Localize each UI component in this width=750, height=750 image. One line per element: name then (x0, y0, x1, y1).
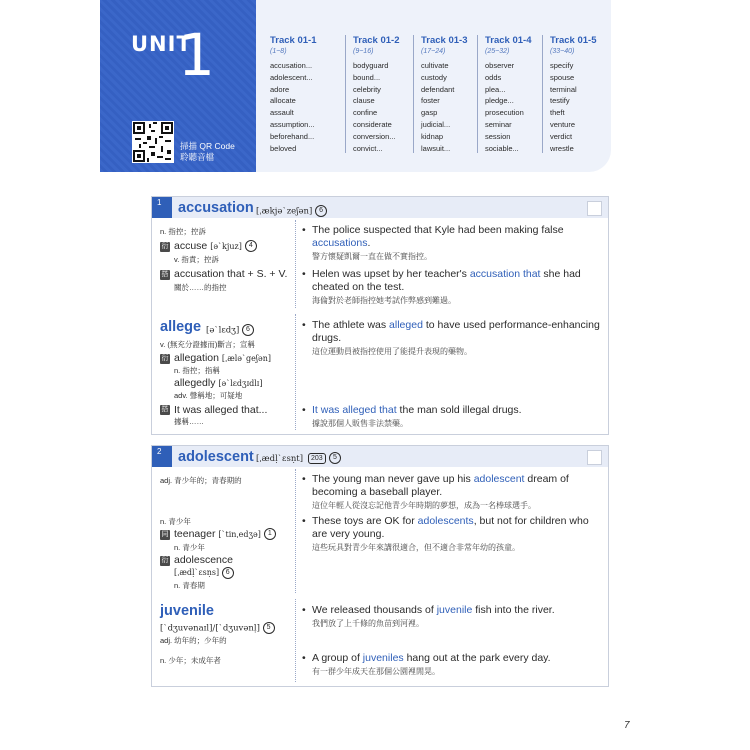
level-icon: 1 (264, 528, 276, 540)
example-text: These toys are OK for (312, 515, 418, 527)
column-divider (295, 599, 296, 682)
example-en (302, 224, 602, 250)
example-zh: 海倫對於老師指控她考試作弊感到難過。 (312, 296, 456, 305)
track-word: verdict (550, 131, 573, 141)
unit-banner (100, 0, 256, 172)
track-word: allocate (270, 96, 296, 106)
related-word (174, 352, 271, 364)
example-en (302, 604, 602, 617)
tag-icon: 衍 (161, 355, 169, 362)
column-divider (295, 220, 296, 308)
track-word: odds (485, 72, 502, 82)
example-text: dream of becoming a baseball player. (312, 473, 569, 498)
example-highlight: It was alleged that (312, 404, 397, 416)
track-word: conversion... (353, 131, 396, 141)
headword: juvenile (160, 603, 214, 619)
level-icon: 5 (263, 622, 275, 634)
bullet-icon: • (302, 319, 306, 331)
entry-number: 2 (152, 446, 172, 467)
example-zh: 警方懷疑凱爾一直在做不實指控。 (312, 252, 432, 261)
example-highlight: adolescent (473, 473, 525, 485)
bullet-icon: • (302, 268, 306, 280)
ipa (206, 324, 254, 336)
example-text: to have used performance-enhancing drugs. (312, 319, 600, 344)
bullet-icon: • (302, 652, 306, 664)
example (302, 515, 602, 554)
track-word: adolescent... (270, 72, 313, 82)
track-title[interactable]: Track 01-5 (550, 35, 597, 46)
example-en (302, 319, 602, 345)
related-ipa: [əˋkjuz] (210, 242, 242, 251)
entry-card-accusation (151, 196, 609, 312)
related-text: accuse (174, 240, 208, 252)
related-text: allegation (174, 352, 219, 364)
ipa (160, 622, 275, 634)
example-text: The police suspected that Kyle had been making false (312, 224, 564, 236)
example-highlight: alleged (389, 319, 423, 331)
related-word: adolescence (174, 554, 233, 566)
track-word: beloved (270, 143, 297, 153)
ipa: [ˌædḷˋɛsṇt] (256, 454, 304, 464)
track-word: beforehand... (270, 131, 315, 141)
part-of-speech: adj. 青少年的；青春期的 (160, 476, 242, 485)
level-icon: 6 (315, 205, 327, 217)
unit-number: 1 (178, 21, 215, 89)
example-text: the man sold illegal drugs. (396, 404, 522, 416)
track-word: spouse (550, 72, 575, 82)
example-highlight: adolescents (417, 515, 474, 527)
track-word: adore (270, 84, 290, 94)
example (302, 404, 602, 430)
related-text: teenager (174, 528, 216, 540)
track-column (542, 35, 618, 153)
track-word: lawsuit... (421, 143, 451, 153)
track-word: observer (485, 61, 515, 70)
headword: adolescent (178, 449, 254, 465)
tag-icon: 搭 (161, 406, 169, 413)
track-title[interactable]: Track 01-1 (270, 35, 317, 46)
tag-icon: 同 (161, 531, 169, 538)
example-en (302, 404, 602, 417)
track-title[interactable]: Track 01-4 (485, 35, 532, 46)
example-text: she had cheated on the test. (312, 268, 581, 293)
bullet-icon: • (302, 224, 306, 236)
part-of-speech-noun: n. 青少年 (160, 517, 191, 526)
entry-number: 1 (152, 197, 172, 218)
related-meaning: adv. 聲稱地；可疑地 (174, 391, 243, 400)
related-meaning: v. 指責；控訴 (174, 255, 219, 264)
qr-label (180, 141, 235, 163)
track-word: bodyguard (353, 61, 389, 70)
track-title[interactable]: Track 01-3 (421, 35, 468, 46)
track-title[interactable]: Track 01-2 (353, 35, 400, 46)
frequency-badge: 203 (308, 453, 326, 464)
example-zh: 這位年輕人從沒忘記他青少年時期的夢想，成為一名棒球選手。 (312, 501, 536, 510)
example-en (302, 652, 602, 665)
example-zh: 據說那個人販售非法禁藥。 (312, 419, 408, 428)
example-text: A group of (312, 652, 363, 664)
related-ipa (174, 567, 234, 579)
collocation: accusation that + S. + V. (174, 268, 288, 280)
example-text: The athlete was (312, 319, 390, 331)
collocation-meaning: 據稱…… (174, 417, 204, 426)
checkbox-icon[interactable] (587, 450, 602, 465)
track-word: custody (421, 72, 447, 82)
tag-icon: 衍 (161, 557, 169, 564)
ipa-text: [əˋlɛdʒ] (206, 325, 240, 336)
level-icon: 6 (222, 567, 234, 579)
bullet-icon: • (302, 604, 306, 616)
column-divider (295, 314, 296, 430)
example-highlight: juvenile (436, 604, 473, 616)
qr-code[interactable] (132, 121, 174, 163)
track-word: terminal (550, 84, 577, 94)
example-text: , but not for children who are very young. (312, 515, 589, 540)
example-text: The young man never gave up his (312, 473, 474, 485)
related-meaning: n. 青少年 (174, 543, 205, 552)
track-word: testify (550, 96, 570, 106)
unit-word: UNIT (131, 32, 192, 56)
track-range: (17~24) (421, 48, 446, 55)
qr-label-line2: 聆聽音檔 (180, 152, 215, 162)
track-word: session (485, 131, 511, 141)
track-word: venture (550, 119, 576, 129)
track-word: foster (421, 96, 440, 106)
track-word: celebrity (353, 84, 381, 94)
track-word: kidnap (421, 131, 444, 141)
ipa-text: [ˌækjəˋzeʃən] (256, 206, 313, 217)
example-highlight: accusations (312, 237, 368, 249)
track-word: assumption... (270, 119, 315, 129)
example-zh: 這位運動員被指控使用了能提升表現的藥物。 (312, 347, 472, 356)
qr-label-line1: 掃描 QR Code (180, 141, 235, 151)
track-word: bound... (353, 72, 381, 82)
example (302, 652, 602, 678)
collocation: It was alleged that... (174, 404, 268, 416)
example-en (302, 268, 602, 294)
example (302, 319, 602, 358)
track-word: pledge... (485, 96, 514, 106)
example-zh: 這些玩具對青少年來講很適合，但不適合非常年幼的孩童。 (312, 543, 520, 552)
related-ipa: [ˋtinˌedʒə] (218, 530, 261, 539)
entry-card-adolescent (151, 445, 609, 597)
part-of-speech: v. (無充分證據而)斷言；宣稱 (160, 340, 255, 349)
example (302, 604, 602, 630)
example (302, 224, 602, 263)
track-word: cultivate (421, 61, 449, 70)
example-text: . (367, 237, 371, 249)
track-range: (33~40) (550, 48, 575, 55)
track-word: convict... (353, 143, 383, 153)
example-en (302, 473, 602, 499)
example-text: fish into the river. (472, 604, 555, 616)
related-word (174, 377, 263, 389)
related-ipa: [əˋlɛdʒɪdlɪ] (218, 379, 263, 388)
example-highlight: juveniles (362, 652, 404, 664)
track-range: (9~16) (353, 48, 374, 55)
bullet-icon: • (302, 515, 306, 527)
example-zh: 我們放了上千條的魚苗到河裡。 (312, 619, 424, 628)
collocation-meaning: 關於……的指控 (174, 283, 227, 292)
example-zh: 有一群少年成天在那個公園裡閒晃。 (312, 667, 440, 676)
track-word: considerate (353, 119, 392, 129)
tag-icon: 衍 (161, 243, 169, 250)
track-word: prosecution (485, 108, 524, 118)
ipa (256, 205, 327, 217)
track-word: defendant (421, 84, 455, 94)
tag-icon: 搭 (161, 271, 169, 278)
level-icon: 4 (245, 240, 257, 252)
track-word: clause (353, 96, 375, 106)
track-range: (25~32) (485, 48, 510, 55)
track-word: accusation... (270, 61, 313, 70)
related-meaning: n. 青春期 (174, 581, 205, 590)
related-ipa: [ˌæləˋgeʃən] (221, 354, 272, 363)
bullet-icon: • (302, 473, 306, 485)
level-icon: 5 (329, 452, 341, 464)
qr-code-icon (133, 122, 173, 162)
headword: accusation (178, 200, 254, 216)
track-range: (1~8) (270, 48, 287, 55)
track-word: specify (550, 61, 574, 70)
part-of-speech: adj. 幼年的；少年的 (160, 636, 227, 645)
example (302, 268, 602, 307)
related-meaning: n. 指控；指稱 (174, 366, 220, 375)
track-word: plea... (485, 84, 506, 94)
track-word: seminar (485, 119, 512, 129)
track-column (270, 35, 338, 153)
track-word: gasp (421, 108, 438, 118)
bullet-icon: • (302, 404, 306, 416)
track-word: assault (270, 108, 294, 118)
example-highlight: accusation that (469, 268, 541, 280)
headword: allege (160, 319, 202, 335)
part-of-speech-noun: n. 少年；未成年者 (160, 656, 221, 665)
part-of-speech: n. 指控；控訴 (160, 227, 206, 236)
ipa-text: [ˋdʒuvənaɪl]/[ˋdʒuvənḷ] (160, 623, 260, 634)
related-ipa-text: [ˌædḷˋɛsṇs] (174, 568, 220, 577)
track-word: judicial... (421, 119, 451, 129)
related-word (174, 240, 257, 252)
track-word: wrestle (550, 143, 574, 153)
example-text: Helen was upset by her teacher's (312, 268, 470, 280)
related-text: allegedly (174, 377, 216, 389)
related-word (174, 528, 276, 540)
track-word: theft (550, 108, 565, 118)
entry-card-juvenile (151, 595, 609, 687)
track-word: sociable... (485, 143, 519, 153)
track-word: confine (353, 108, 378, 118)
example-text: hang out at the park every day. (403, 652, 551, 664)
example (302, 473, 602, 512)
example-en (302, 515, 602, 541)
column-divider (295, 469, 296, 593)
example-text: We released thousands of (312, 604, 437, 616)
page-number: 7 (624, 720, 630, 731)
level-icon: 6 (242, 324, 254, 336)
track-column (345, 35, 421, 153)
checkbox-icon[interactable] (587, 201, 602, 216)
entry-card-allege (151, 310, 609, 435)
